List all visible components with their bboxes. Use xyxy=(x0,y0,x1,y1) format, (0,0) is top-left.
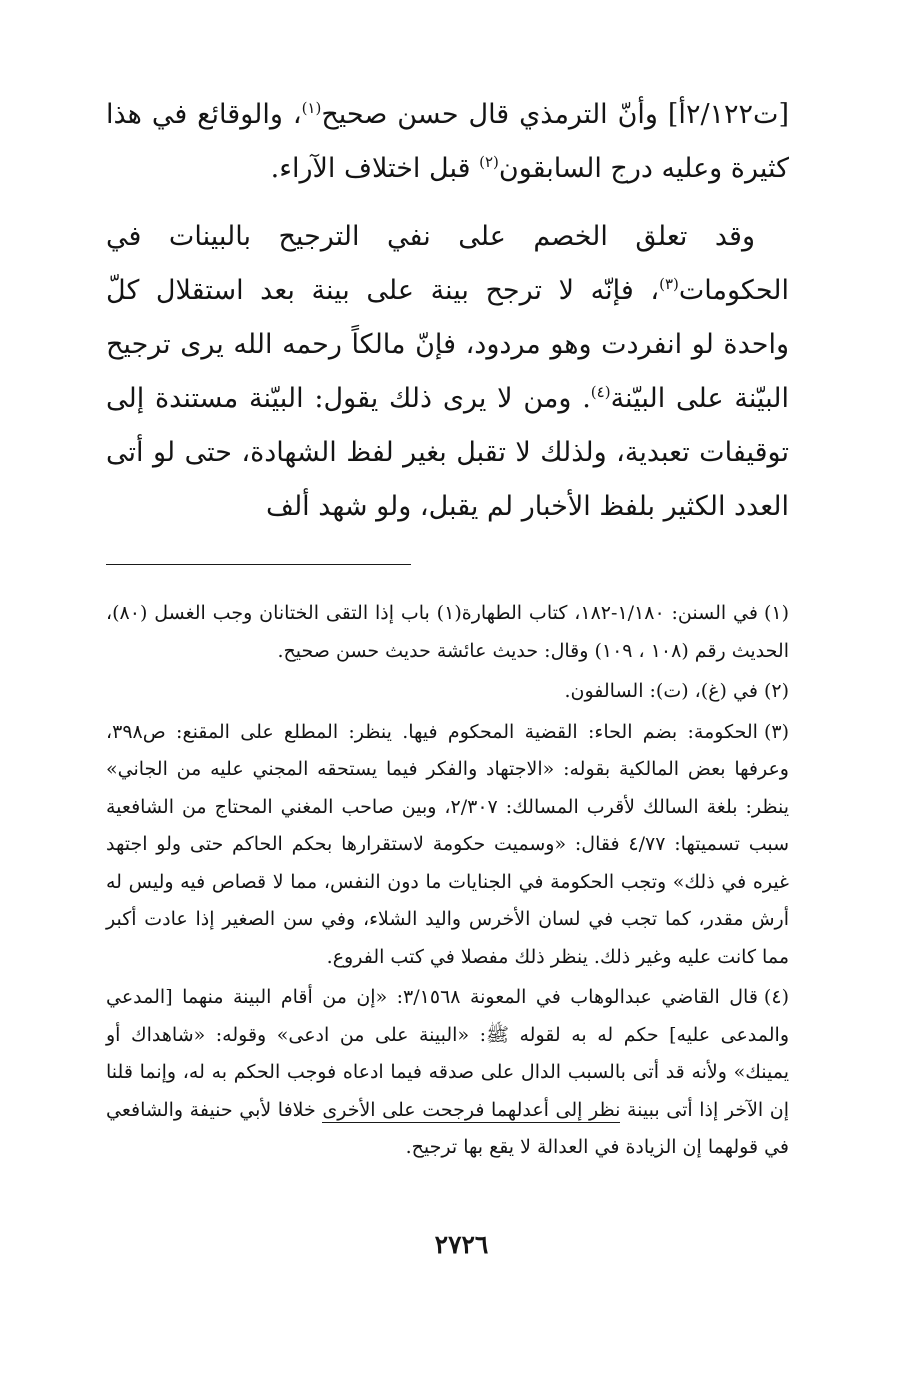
text-run: . ومن لا يرى ذلك يقول: البيّنة مستندة إلى توقيفات تعبدية، ولذلك لا تقبل بغير لفظ الشهادة، حتى لو أتى العدد الكثير بلفظ الأخبار لم يقبل، ولو شهد ألف xyxy=(106,383,789,522)
footnote-number: (١) xyxy=(763,602,789,624)
page-body xyxy=(106,88,789,1170)
footnote-number: (٣) xyxy=(763,720,789,743)
text-run: في (غ)، (ت): السالفون. xyxy=(564,680,758,702)
main-text xyxy=(106,88,789,534)
footnote-reference: (٣) xyxy=(659,275,679,293)
text-run: في السنن: ١/١٨٠-١٨٢، كتاب الطهارة(١) باب إذا التقى الختانان وجب الغسل (٨٠)، الحديث رقم (١٠٨ ، ١٠٩) وقال: حديث عائشة حديث حسن صحيح. xyxy=(106,602,789,662)
page-number: ٢٧٢٦ xyxy=(434,1230,489,1259)
main-paragraph xyxy=(106,210,789,534)
footnote-reference: (١) xyxy=(301,99,322,117)
text-run: وقد تعلق الخصم على نفي الترجيح بالبينات في الحكومات xyxy=(106,221,789,306)
footnote xyxy=(106,673,789,711)
text-run: [ت٢/١٢٢أ] وأنّ الترمذي قال حسن صحيح xyxy=(321,99,789,130)
text-run: خلافا لأبي حنيفة والشافعي في قولهما إن الزيادة في العدالة لا يقع بها ترجيح. xyxy=(106,1098,789,1158)
footnote-number: (٤) xyxy=(763,986,789,1008)
footnote-number: (٢) xyxy=(763,680,789,702)
text-run: ، فإنّه لا ترجح بينة على بينة بعد استقلال كلّ واحدة لو انفردت وهو مردود، فإنّ مالكاً رحمه الله يرى ترجيح البيّنة على البيّنة xyxy=(106,275,790,414)
footnote xyxy=(106,979,789,1167)
footnote-reference: (٢) xyxy=(479,153,499,171)
underlined-text: نظر إلى أعدلهما فرجحت على الأخرى xyxy=(322,1098,621,1121)
text-run: ، والوقائع في هذا كثيرة وعليه درج السابقون xyxy=(106,99,789,184)
text-run: قبل اختلاف الآراء. xyxy=(270,153,480,184)
footnote xyxy=(106,595,789,670)
footnotes xyxy=(106,595,789,1167)
footnote-separator xyxy=(106,564,411,565)
footnote-reference: (٤) xyxy=(590,383,611,401)
footnote xyxy=(106,714,789,977)
main-paragraph xyxy=(106,88,789,196)
text-run: قال القاضي عبدالوهاب في المعونة ٣/١٥٦٨: «إن من أقام البينة منهما [المدعي والمدعى عليه] حكم له به لقوله ﷺ: «البينة على من ادعى» وقوله: «شاهداك أو يمينك» ولأنه قد أتى بالسبب الدال على صدقه فيما ادعاه فوجب الحكم به له، وإنما قلنا إن الآخر إذا أتى ببينة xyxy=(106,986,790,1121)
text-run: الحكومة: بضم الحاء: القضية المحكوم فيها. ينظر: المطلع على المقنع: ص٣٩٨، وعرفها بعض المالكية بقوله: «الاجتهاد والفكر فيما يستحقه المجني عليه من الجاني» ينظر: بلغة السالك لأقرب المسالك: ٢/٣٠٧، وبين صاحب المغني المحتاج من الشافعية سبب تسميتها: ٤/٧٧ فقال: «وسميت حكومة لاستقرارها بحكم الحاكم حتى ولو اجتهد غيره في ذلك» وتجب الحكومة في الجنايات ما دون النفس، مما لا قصاص فيه وليس له أرش مقدر، كما تجب في لسان الأخرس واليد الشلاء، وفي سن الصغير إذا عادت أكبر مما كانت عليه وغير ذلك. ينظر ذلك مفصلا في كتب الفروع. xyxy=(106,720,789,968)
